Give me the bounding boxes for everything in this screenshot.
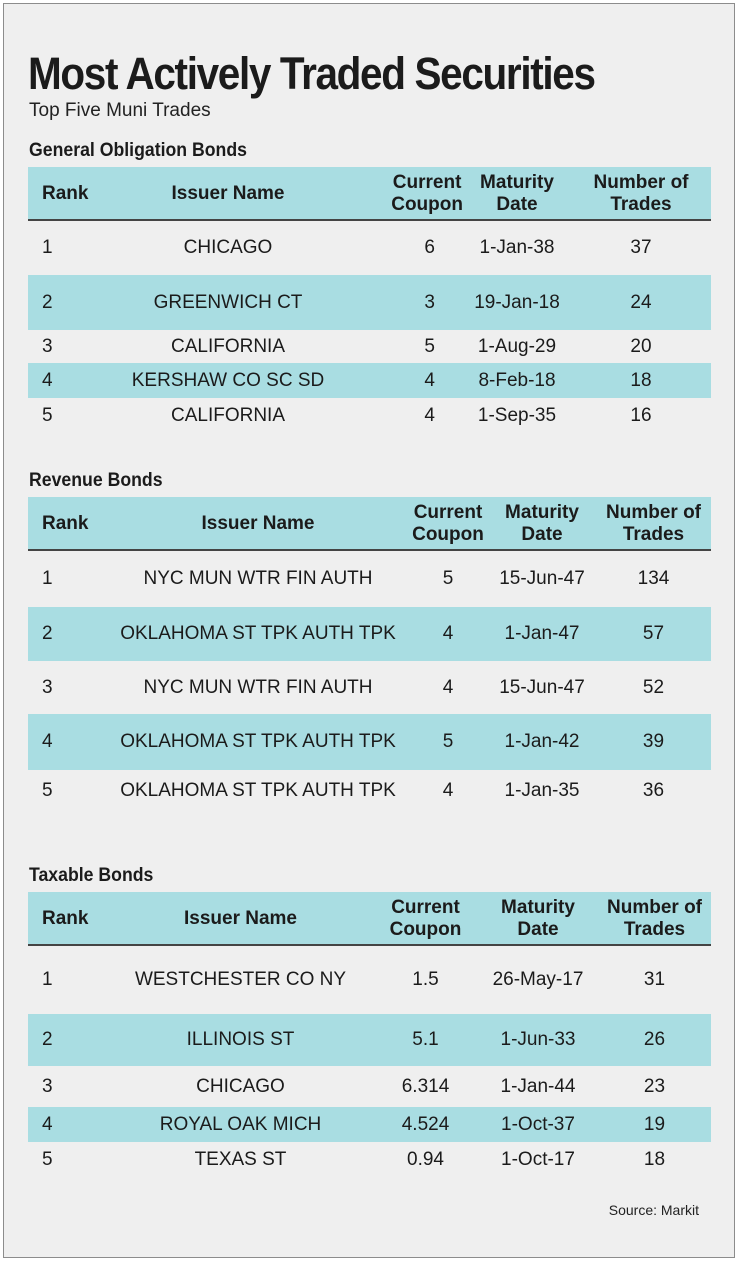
cell-trades: 23 xyxy=(643,1075,666,1097)
cell-rank: 2 xyxy=(28,1014,108,1066)
header-rank: Rank xyxy=(28,167,128,220)
cell-maturity: 15-Jun-47 xyxy=(499,676,585,698)
header-coupon: Current Coupon xyxy=(373,892,478,945)
cell-maturity: 8-Feb-18 xyxy=(463,363,571,398)
header-rank: Rank xyxy=(28,892,108,945)
table-taxable xyxy=(28,892,711,1178)
cell-coupon: 5 xyxy=(408,714,488,770)
cell-trades: 52 xyxy=(642,676,665,698)
cell-maturity: 1-Oct-37 xyxy=(478,1107,598,1142)
cell-maturity: 1-Oct-17 xyxy=(501,1149,575,1170)
table-row xyxy=(28,770,711,812)
header-coupon: Current Coupon xyxy=(328,167,463,220)
cell-rank: 5 xyxy=(42,780,53,801)
table-row xyxy=(28,661,711,714)
cell-maturity: 1-Jan-42 xyxy=(488,714,596,770)
cell-coupon: 4 xyxy=(328,363,463,398)
cell-rank: 3 xyxy=(42,676,53,698)
table-row xyxy=(28,363,711,398)
cell-trades: 134 xyxy=(637,568,670,589)
header-issuer: Issuer Name xyxy=(108,892,373,945)
table-row xyxy=(28,1066,711,1107)
cell-issuer: CALIFORNIA xyxy=(170,335,286,357)
cell-coupon: 3 xyxy=(328,275,463,330)
cell-coupon: 5.1 xyxy=(373,1014,478,1066)
page-title: Most Actively Traded Securities xyxy=(28,48,595,99)
cell-coupon: 4 xyxy=(442,676,454,698)
table-general-obligation xyxy=(28,167,711,434)
header-trades: Number of Trades xyxy=(598,892,711,945)
table-row xyxy=(28,550,711,607)
cell-maturity: 1-Sep-35 xyxy=(477,405,557,426)
cell-issuer: NYC MUN WTR FIN AUTH xyxy=(143,676,373,698)
header-coupon: Current Coupon xyxy=(408,497,488,550)
section-title-taxable: Taxable Bonds xyxy=(29,865,154,886)
cell-issuer: CHICAGO xyxy=(196,1075,285,1097)
cell-coupon: 5 xyxy=(442,568,454,589)
cell-issuer: CALIFORNIA xyxy=(170,405,286,426)
header-maturity: Maturity Date xyxy=(463,167,571,220)
cell-trades: 57 xyxy=(596,607,711,661)
cell-issuer: ROYAL OAK MICH xyxy=(108,1107,373,1142)
cell-coupon: 4 xyxy=(424,405,435,426)
cell-issuer: ILLINOIS ST xyxy=(108,1014,373,1066)
cell-coupon: 1.5 xyxy=(412,969,439,990)
cell-trades: 31 xyxy=(643,969,666,990)
table-header-row xyxy=(28,167,711,220)
table-row xyxy=(28,330,711,363)
table-row xyxy=(28,607,711,661)
cell-maturity: 1-Aug-29 xyxy=(477,335,557,357)
cell-coupon: 6 xyxy=(424,237,435,258)
cell-issuer: CHICAGO xyxy=(183,237,273,258)
cell-issuer: WESTCHESTER CO NY xyxy=(134,969,347,990)
cell-trades: 24 xyxy=(571,275,711,330)
cell-coupon: 6.314 xyxy=(401,1075,450,1097)
cell-rank: 1 xyxy=(42,969,53,990)
cell-rank: 1 xyxy=(42,568,53,589)
cell-rank: 2 xyxy=(28,275,128,330)
cell-rank: 4 xyxy=(28,363,128,398)
header-maturity: Maturity Date xyxy=(488,497,596,550)
table-row xyxy=(28,220,711,275)
cell-coupon: 4.524 xyxy=(373,1107,478,1142)
cell-trades: 26 xyxy=(598,1014,711,1066)
cell-rank: 5 xyxy=(42,405,53,426)
cell-trades: 39 xyxy=(596,714,711,770)
cell-rank: 3 xyxy=(42,1075,53,1097)
cell-maturity: 15-Jun-47 xyxy=(499,568,585,589)
cell-maturity: 26-May-17 xyxy=(492,969,584,990)
cell-issuer: OKLAHOMA ST TPK AUTH TPK xyxy=(120,780,396,801)
cell-trades: 16 xyxy=(630,405,652,426)
cell-issuer: OKLAHOMA ST TPK AUTH TPK xyxy=(108,607,408,661)
cell-maturity: 1-Jan-47 xyxy=(488,607,596,661)
table-row xyxy=(28,275,711,330)
cell-trades: 37 xyxy=(630,237,652,258)
table-row xyxy=(28,945,711,1014)
header-rank: Rank xyxy=(28,497,108,550)
header-issuer: Issuer Name xyxy=(128,167,328,220)
cell-maturity: 1-Jan-35 xyxy=(504,780,580,801)
cell-trades: 36 xyxy=(642,780,665,801)
header-trades: Number of Trades xyxy=(571,167,711,220)
page-subtitle: Top Five Muni Trades xyxy=(29,100,211,121)
header-trades: Number of Trades xyxy=(596,497,711,550)
cell-coupon: 0.94 xyxy=(407,1149,444,1170)
cell-trades: 18 xyxy=(571,363,711,398)
cell-maturity: 1-Jan-44 xyxy=(500,1075,576,1097)
header-maturity: Maturity Date xyxy=(478,892,598,945)
cell-maturity: 1-Jan-38 xyxy=(479,237,555,258)
table-header-row xyxy=(28,892,711,945)
cell-maturity: 1-Jun-33 xyxy=(478,1014,598,1066)
cell-trades: 18 xyxy=(643,1149,666,1170)
cell-trades: 20 xyxy=(630,335,652,357)
cell-rank: 1 xyxy=(42,237,53,258)
cell-rank: 4 xyxy=(28,714,108,770)
cell-maturity: 19-Jan-18 xyxy=(463,275,571,330)
cell-rank: 2 xyxy=(28,607,108,661)
cell-issuer: KERSHAW CO SC SD xyxy=(128,363,328,398)
cell-coupon: 5 xyxy=(424,335,435,357)
table-header-row xyxy=(28,497,711,550)
section-title-revenue: Revenue Bonds xyxy=(29,470,163,491)
table-row xyxy=(28,1142,711,1178)
source-note: Source: Markit xyxy=(608,1202,699,1218)
table-row xyxy=(28,714,711,770)
cell-issuer: TEXAS ST xyxy=(194,1149,287,1170)
cell-issuer: OKLAHOMA ST TPK AUTH TPK xyxy=(108,714,408,770)
cell-coupon: 4 xyxy=(408,607,488,661)
table-revenue xyxy=(28,497,711,812)
cell-trades: 19 xyxy=(598,1107,711,1142)
section-title-general-obligation: General Obligation Bonds xyxy=(29,140,247,161)
infographic-card xyxy=(3,3,735,1258)
header-issuer: Issuer Name xyxy=(108,497,408,550)
table-row xyxy=(28,1014,711,1066)
cell-coupon: 4 xyxy=(442,780,454,801)
cell-rank: 3 xyxy=(42,335,53,357)
cell-issuer: NYC MUN WTR FIN AUTH xyxy=(143,568,373,589)
table-row xyxy=(28,398,711,434)
table-row xyxy=(28,1107,711,1142)
cell-rank: 4 xyxy=(28,1107,108,1142)
cell-rank: 5 xyxy=(42,1149,53,1170)
cell-issuer: GREENWICH CT xyxy=(128,275,328,330)
